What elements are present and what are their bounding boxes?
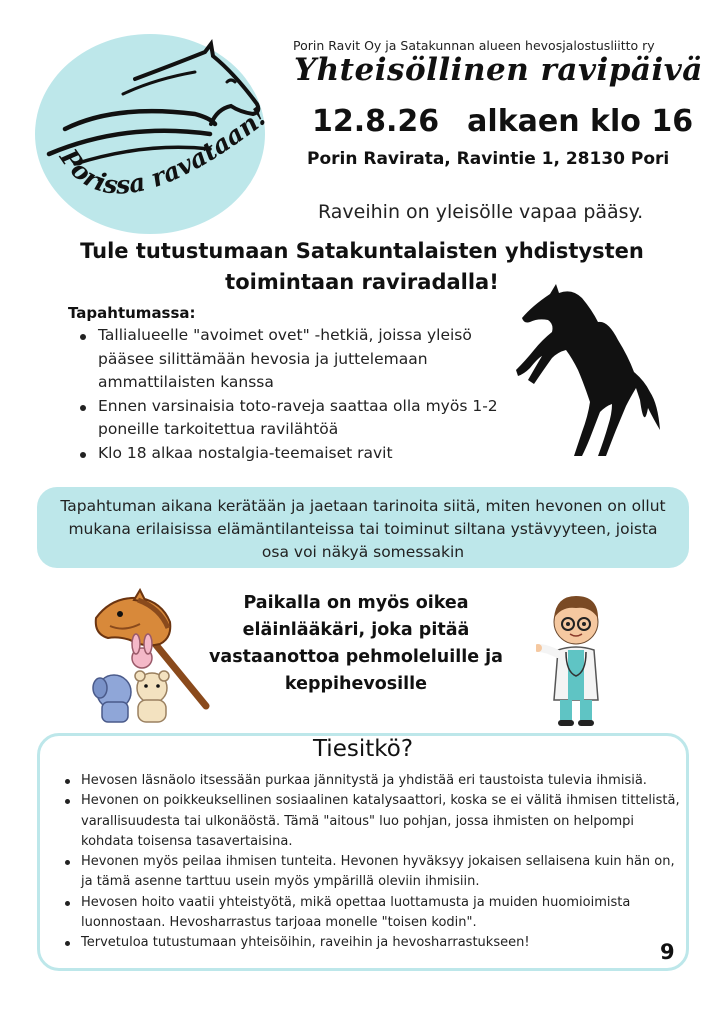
logo-circle — [35, 34, 265, 234]
logo-text: Porissa ravataan — [54, 108, 264, 200]
list-item: Hevonen myös peilaa ihmisen tunteita. Hevonen hyväksyy jokaisen sellaisena kuin hän on, ja tämä asenne tarttuu usein myös ympärillä oleviin ihmisiin. — [81, 852, 681, 893]
list-item: Tervetuloa tutustumaan yhteisöihin, raveihin ja hevosharrastukseen! — [81, 933, 681, 953]
page-title: Yhteisöllinen ravipäivä — [294, 52, 703, 88]
event-list — [68, 324, 508, 465]
vet-announcement: Paikalla on myös oikea eläinlääkäri, joka pitää vastaanottoa pehmoleluille ja keppihevosille — [209, 593, 503, 694]
stories-info-box: Tapahtuman aikana kerätään ja jaetaan tarinoita siitä, miten hevonen on ollut mukana erilaisissa elämäntilanteissa tai toiminut siltana ystävyyteen, joista osa voi näkyä somessakin — [37, 487, 689, 568]
list-item: Ennen varsinaisia toto-raveja saattaa olla myös 1-2 poneille tarkoitettua ravilähtöä — [98, 395, 508, 442]
headline-line-1: Tule tutustumaan Satakuntalaisten yhdistysten — [80, 239, 644, 263]
event-logo — [35, 34, 265, 234]
rearing-horse-icon — [512, 280, 662, 460]
list-item: Tallialueelle "avoimet ovet" -hetkiä, joissa yleisö pääsee silittämään hevosia ja juttelemaan ammattilaisten kanssa — [98, 324, 508, 395]
headline-line-2: toimintaan raviradalla! — [225, 270, 499, 294]
free-entry-note: Raveihin on yleisölle vapaa pääsy. — [318, 201, 644, 223]
list-item: Hevonen on poikkeuksellinen sosiaalinen katalysaattori, koska se ei välitä ihmisen tittelistä, varallisuudesta tai ulkonäöstä. Tämä "aitous" luo pohjan, jossa ihmisten on helpompi kohdata toisensa tasavertaisina. — [81, 791, 681, 852]
organizer-line: Porin Ravit Oy ja Satakunnan alueen hevosjalostusliitto ry — [293, 38, 655, 53]
facts-title: Tiesitkö? — [312, 736, 414, 762]
event-time: alkaen klo 16 — [467, 104, 694, 139]
list-item: Hevosen hoito vaatii yhteistyötä, mikä opettaa luottamusta ja muiden huomioimista luonnostaan. Hevosharrastus tarjoaa monelle "toisen kodin". — [81, 893, 681, 934]
veterinarian-icon — [536, 588, 616, 728]
list-item: Klo 18 alkaa nostalgia-teemaiset ravit — [98, 442, 508, 466]
event-date: 12.8.26 — [312, 104, 440, 139]
facts-list — [81, 771, 681, 954]
event-label: Tapahtumassa: — [68, 304, 196, 322]
hobby-horse-plush-icon — [90, 588, 210, 728]
list-item: Hevosen läsnäolo itsessään purkaa jännitystä ja yhdistää eri taustoista tulevia ihmisiä. — [81, 771, 681, 791]
event-address: Porin Ravirata, Ravintie 1, 28130 Pori — [307, 149, 670, 169]
date-time — [312, 104, 693, 139]
facts-box — [37, 733, 689, 971]
page-number: 9 — [660, 940, 675, 964]
event-section — [68, 304, 508, 465]
